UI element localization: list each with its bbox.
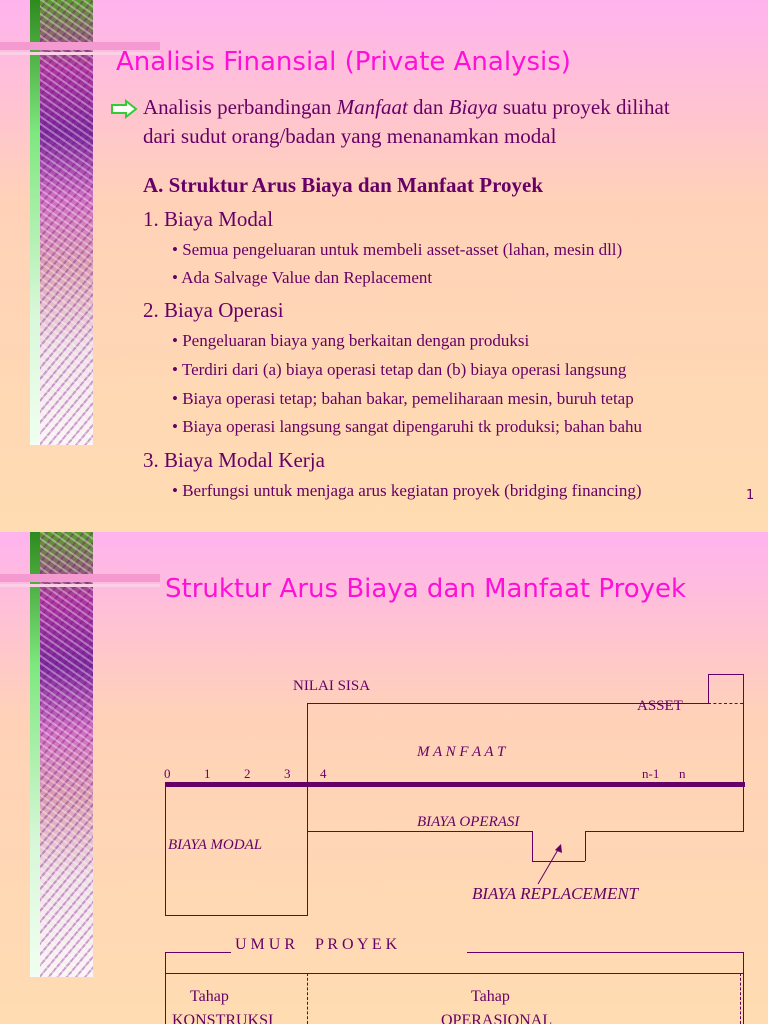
- tahap-konstruksi-label: Tahap: [190, 988, 229, 1005]
- item-1-bullet-1: • Semua pengeluaran untuk membeli asset-asset (lahan, mesin dll): [172, 240, 623, 259]
- konstruksi-label: KONSTRUKSI: [172, 1012, 274, 1024]
- replacement-left-line: [532, 831, 533, 861]
- intro-manfaat: Manfaat: [336, 95, 408, 119]
- right-arrow-icon: [110, 99, 138, 119]
- stage-right-divider: [740, 973, 741, 1024]
- intro-suffix: suatu proyek dilihat: [497, 95, 670, 119]
- tick-4: 4: [320, 766, 327, 781]
- umur-line-left: [165, 952, 231, 953]
- asset-dashed-line: [708, 703, 743, 704]
- asset-left-line: [708, 674, 709, 704]
- biaya-replacement-label: BIAYA REPLACEMENT: [472, 884, 639, 903]
- slide-title: Analisis Finansial (Private Analysis): [116, 47, 571, 77]
- intro-line-2: dari sudut orang/badan yang menanamkan modal: [143, 124, 557, 148]
- item-2-bullet-4: • Biaya operasi langsung sangat dipengaruhi tk produksi; bahan bahu: [172, 417, 643, 436]
- tick-1: 1: [204, 766, 211, 781]
- page-number: 1: [746, 488, 755, 503]
- tahap-operasional-label: Tahap: [471, 988, 510, 1005]
- biaya-modal-label: BIAYA MODAL: [168, 837, 263, 853]
- umur-proyek-label: U M U R P R O Y E K: [235, 936, 398, 953]
- slide-title: Struktur Arus Biaya dan Manfaat Proyek: [165, 574, 687, 604]
- decorative-bar-thin: [0, 584, 160, 587]
- time-axis: [165, 782, 745, 787]
- intro-line-1: [143, 95, 755, 120]
- modal-bottom-line: [165, 915, 308, 916]
- modal-left-line: [165, 787, 166, 915]
- operasi-line-left: [307, 831, 532, 832]
- umur-line-right: [467, 952, 743, 953]
- operasi-line-right: [585, 831, 744, 832]
- tick-n-1: n-1: [642, 766, 660, 781]
- umur-right-edge: [743, 952, 744, 1024]
- nilai-sisa-label: NILAI SISA: [293, 678, 371, 694]
- decorative-stripe: [30, 532, 40, 977]
- tick-2: 2: [244, 766, 251, 781]
- manfaat-label: M A N F A A T: [417, 744, 506, 760]
- item-3-bullet-1: • Berfungsi untuk menjaga arus kegiatan proyek (bridging financing): [172, 481, 642, 500]
- biaya-operasi-label: BIAYA OPERASI: [417, 814, 520, 830]
- item-1-bullet-2: • Ada Salvage Value dan Replacement: [172, 268, 433, 287]
- item-2-bullet-1: • Pengeluaran biaya yang berkaitan dengan produksi: [172, 331, 530, 350]
- asset-label: ASSET: [637, 698, 683, 714]
- stage-axis-line: [165, 973, 743, 974]
- intro-prefix: Analisis perbandingan: [143, 95, 337, 119]
- right-edge-line: [743, 674, 744, 832]
- item-3-label: 3. Biaya Modal Kerja: [143, 448, 325, 472]
- intro-dan: dan: [407, 95, 449, 119]
- tick-3: 3: [284, 766, 291, 781]
- item-2-label: 2. Biaya Operasi: [143, 298, 284, 322]
- divider-4-line: [307, 703, 308, 915]
- intro-biaya: Biaya: [448, 95, 498, 119]
- tick-0: 0: [164, 766, 171, 781]
- replacement-pointer-icon: [535, 842, 565, 887]
- tick-n: n: [679, 766, 686, 781]
- item-2-bullet-2: • Terdiri dari (a) biaya operasi tetap dan (b) biaya operasi langsung: [172, 360, 627, 379]
- section-a-heading: A. Struktur Arus Biaya dan Manfaat Proyek: [143, 173, 544, 197]
- operasional-label: OPERASIONAL: [441, 1012, 553, 1024]
- decorative-stripe: [30, 0, 40, 445]
- replacement-right-line: [585, 831, 586, 861]
- asset-top-line: [708, 674, 744, 675]
- item-2-bullet-3: • Biaya operasi tetap; bahan bakar, pemeliharaan mesin, buruh tetap: [172, 389, 634, 408]
- stage-divider: [307, 973, 308, 1024]
- decorative-bar: [0, 574, 160, 582]
- umur-left-edge: [165, 952, 166, 1024]
- slide-2: [0, 532, 768, 1024]
- item-1-label: 1. Biaya Modal: [143, 207, 274, 231]
